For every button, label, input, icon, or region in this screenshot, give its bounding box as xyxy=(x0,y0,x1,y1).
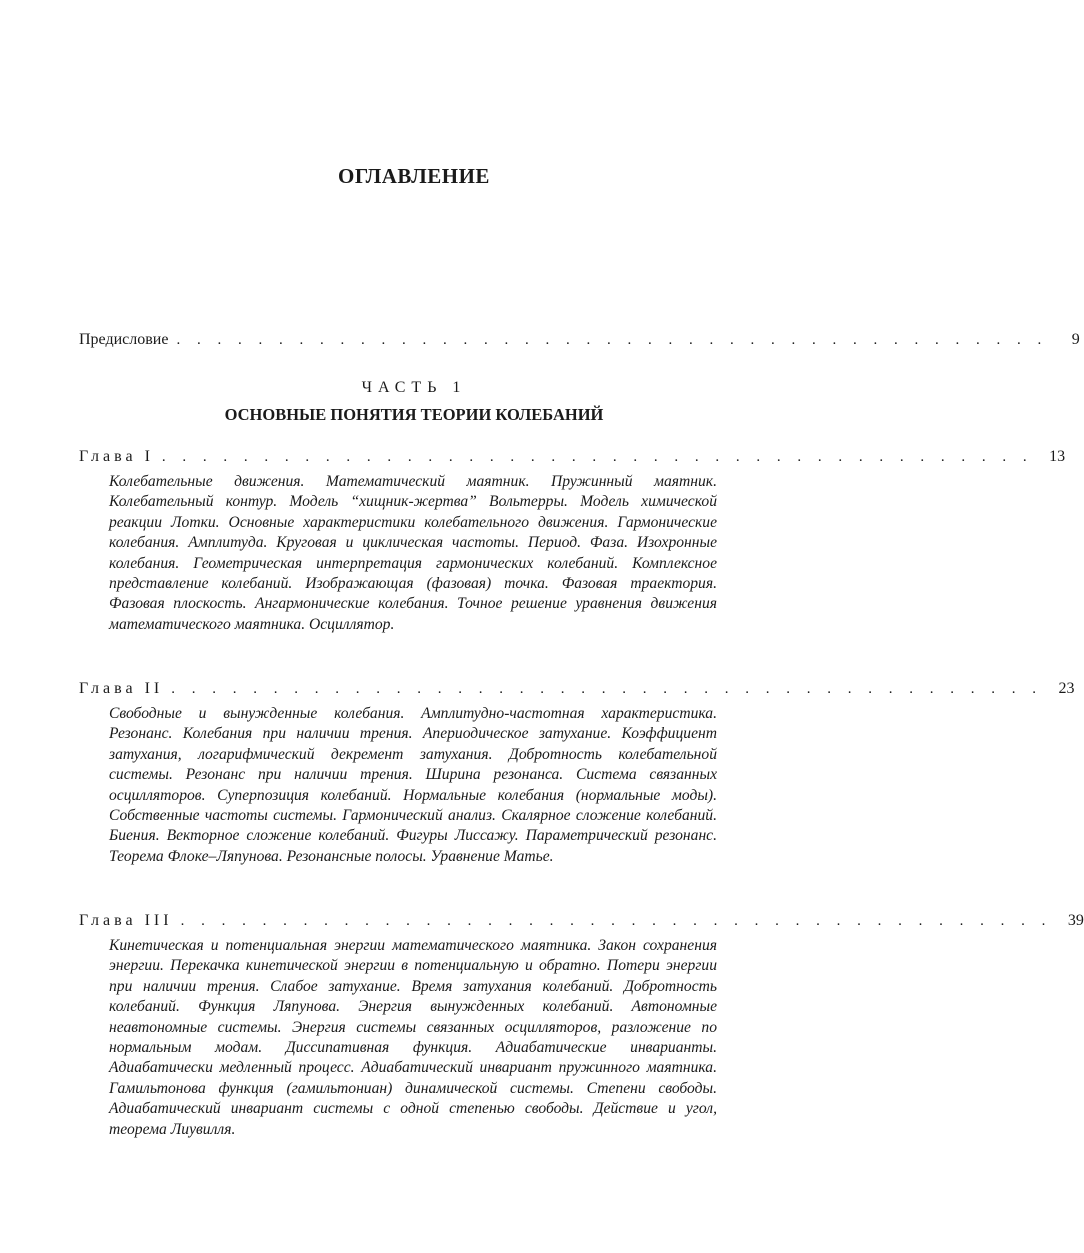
chapter-page-number: 13 xyxy=(1049,448,1066,465)
toc-entry-chapter-1[interactable] xyxy=(79,446,1066,468)
chapter-description: Колебательные движения. Математический маятник. Пружинный маятник. Колебательный контур. Модель “хищник-жертва” Вольтерры. Модель химической реакции Лотки. Основные характеристики колебательного движения. Гармонические колебания. Амплитуда. Круговая и циклическая частоты. Период. Фаза. Изохронные колебания. Геометрическая интерпретация гармонических колебаний. Комплексное представление колебаний. Изображающая (фазовая) точка. Фазовая траектория. Фазовая плоскость. Ангармонические колебания. Точное решение уравнения движения математического маятника. Осциллятор. xyxy=(109,473,717,633)
chapter-label: Глава III xyxy=(79,912,173,929)
part-label: ЧАСТЬ 1 xyxy=(361,379,467,396)
toc-entry-chapter-2[interactable] xyxy=(79,678,1075,700)
preface-page-number: 9 xyxy=(1071,331,1080,348)
leader-dots: . . . . . . . . . . . . . . . . . . . . . . . . . . . . . . . . . . . . . . . . . . . xyxy=(171,681,1043,697)
leader-dots: . . . . . . . . . . . . . . . . . . . . . . . . . . . . . . . . . . . . . . . . . . . xyxy=(176,332,1048,348)
page-title: ОГЛАВЛЕНИЕ xyxy=(338,164,490,188)
toc-entry-preface[interactable] xyxy=(79,329,1080,351)
preface-label: Предисловие xyxy=(79,331,169,348)
chapter-label: Глава II xyxy=(79,680,164,697)
chapter-description: Свободные и вынужденные колебания. Амплитудно-частотная характеристика. Резонанс. Колебания при наличии трения. Апериодическое затухание. Коэффициент затухания, логарифмический декремент затухания. Добротность колебательной системы. Резонанс при наличии трения. Ширина резонанса. Система связанных осцилляторов. Суперпозиция колебаний. Нормальные колебания (нормальные моды). Собственные частоты системы. Гармонический анализ. Скалярное сложение колебаний. Биения. Векторное сложение колебаний. Фигуры Лиссажу. Параметрический резонанс. Теорема Флоке–Ляпунова. Резонансные полосы. Уравнение Матье. xyxy=(109,705,717,865)
toc-entry-chapter-3[interactable] xyxy=(79,910,1084,932)
leader-dots: . . . . . . . . . . . . . . . . . . . . . . . . . . . . . . . . . . . . . . . . . . . xyxy=(180,913,1052,929)
chapter-description: Кинетическая и потенциальная энергии математического маятника. Закон сохранения энергии. Перекачка кинетической энергии в потенциальную и обратно. Потери энергии при наличии трения. Слабое затухание. Время затухания колебаний. Добротность колебаний. Функция Ляпунова. Энергия вынужденных колебаний. Автономные неавтономные системы. Энергия системы связанных осцилляторов, разложение по нормальным модам. Диссипативная функция. Адиабатические инварианты. Адиабатически медленный процесс. Адиабатический инвариант пружинного маятника. Гамильтонова функция (гамильтониан) динамической системы. Степени свободы. Адиабатический инвариант системы с одной степенью свободы. Действие и угол, теорема Лиувилля. xyxy=(109,937,717,1138)
leader-dots: . . . . . . . . . . . . . . . . . . . . . . . . . . . . . . . . . . . . . . . . . . . xyxy=(161,449,1034,465)
chapter-page-number: 39 xyxy=(1067,912,1084,929)
chapter-page-number: 23 xyxy=(1058,680,1075,697)
chapter-label: Глава I xyxy=(79,448,154,465)
part-title: ОСНОВНЫЕ ПОНЯТИЯ ТЕОРИИ КОЛЕБАНИЙ xyxy=(224,405,604,424)
